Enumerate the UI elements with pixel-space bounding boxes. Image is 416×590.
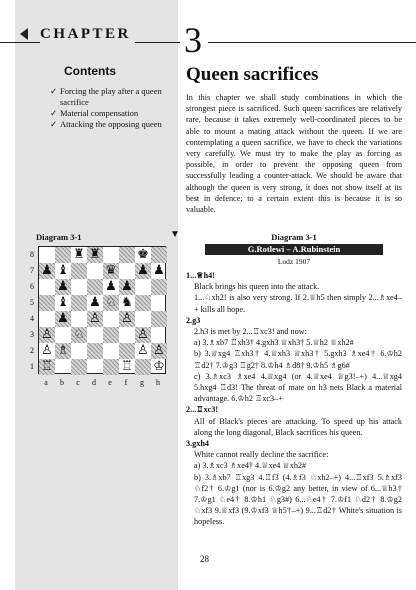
board-square — [135, 359, 151, 375]
board-square — [87, 279, 103, 295]
chess-piece-icon: ♟ — [89, 295, 101, 310]
board-square — [87, 263, 103, 279]
chapter-word: CHAPTER — [40, 20, 135, 48]
commentary-line: Black brings his queen into the attack. — [194, 282, 320, 292]
board-square — [135, 279, 151, 295]
board-square — [151, 279, 167, 295]
board-square — [87, 343, 103, 359]
diagram-caption: Diagram 3-1 — [271, 232, 317, 242]
page-number: 28 — [200, 554, 209, 564]
board-square — [151, 295, 167, 311]
intro-paragraph: In this chapter we shall study combinations in which the strongest piece is sacrificed. Such queen sacrifices are relatively rare, because it takes extremely well-coordinated pieces to be able to mount a mating attack without the queen. If we are contemplating a queen sacrifice, we have to check the variations very carefully. We must try to make the play as forcing as possible, in order to prevent the opposing queen from successfully leading a counter-attack. We should be aware that although the queen is very strong, it does not show itself at its best in defence; to a certain extent this is because it is so valuable. — [186, 93, 402, 215]
commentary-line: a) 3.♗xc3 ♗xe4† 4.♕xe4 ♕xh2# — [194, 461, 307, 471]
board-square — [71, 263, 87, 279]
rank-label: 4 — [30, 314, 34, 323]
chess-piece-icon: ♛ — [105, 263, 117, 278]
chess-piece-icon: ♙ — [121, 311, 133, 326]
chess-piece-icon: ♞ — [121, 295, 133, 310]
board-square — [135, 311, 151, 327]
board-square — [119, 247, 135, 263]
chess-piece-icon: ♙ — [137, 327, 149, 342]
board-square — [119, 263, 135, 279]
commentary-line: a) 3.♗xb7 ♖xh3† 4.gxh3 ♕xh3† 5.♕h2 ♕xh2# — [194, 338, 354, 348]
file-label: h — [156, 378, 160, 387]
chess-piece-icon: ♟ — [105, 279, 117, 294]
board-square — [119, 343, 135, 359]
chess-piece-icon: ♟ — [57, 279, 69, 294]
board-square — [103, 311, 119, 327]
chess-piece-icon: ♚ — [137, 247, 149, 262]
chess-piece-icon: ♗ — [57, 343, 69, 358]
contents-item — [50, 108, 176, 119]
board-square — [39, 295, 55, 311]
file-label: b — [60, 378, 64, 387]
move-line: 1...♕h4! — [186, 271, 215, 280]
rank-label: 1 — [30, 362, 34, 371]
diagram-label: Diagram 3-1 — [36, 232, 82, 242]
rank-label: 6 — [30, 282, 34, 291]
chess-board — [38, 246, 166, 374]
board-square — [55, 327, 71, 343]
board-square — [151, 247, 167, 263]
game-players: G.Rotlewi – A.Rubinstein — [205, 244, 383, 255]
board-square — [119, 327, 135, 343]
board-square — [87, 359, 103, 375]
board-square — [103, 343, 119, 359]
rank-label: 5 — [30, 298, 34, 307]
board-square — [103, 359, 119, 375]
file-label: f — [124, 378, 128, 387]
check-icon: ✓ — [50, 119, 58, 129]
board-square — [71, 311, 87, 327]
file-label: a — [44, 378, 48, 387]
board-square — [135, 295, 151, 311]
board-square — [71, 279, 87, 295]
chess-piece-icon: ♙ — [41, 343, 53, 358]
chess-piece-icon: ♙ — [137, 343, 149, 358]
check-icon: ✓ — [50, 86, 58, 96]
game-location: Lodz 1907 — [277, 257, 311, 266]
chess-piece-icon: ♟ — [137, 263, 149, 278]
board-square — [103, 247, 119, 263]
chapter-arrow-icon — [20, 28, 28, 40]
contents-item-text: Material compensation — [60, 108, 139, 118]
commentary-line: All of Black's pieces are attacking. To speed up his attack along the long diagonal, Black sacrifices his queen. — [194, 416, 402, 437]
contents-item-text: Attacking the opposing queen — [60, 119, 162, 129]
commentary-line: 2.h3 is met by 2...♖xc3! and now: — [194, 327, 307, 337]
contents-item — [50, 86, 176, 108]
chess-piece-icon: ♝ — [57, 295, 69, 310]
board-square — [151, 327, 167, 343]
chess-piece-icon: ♙ — [89, 311, 101, 326]
file-label: e — [108, 378, 112, 387]
chess-piece-icon: ♝ — [57, 263, 69, 278]
rank-label: 2 — [30, 346, 34, 355]
move-line: 3.gxh4 — [186, 439, 209, 449]
chess-piece-icon: ♔ — [153, 359, 165, 374]
commentary-line: b) 3.♕xg4 ♖xh3† 4.♕xh3 ♕xh3† 5.gxh3 ♗xe4† 6.♔h2 ♖d2† 7.♔g3 ♖g2† 8.♔h4 ♗d8† 9.♔h5 ♗g6# — [194, 349, 402, 370]
board-square — [71, 359, 87, 375]
board-square — [55, 359, 71, 375]
commentary-line: c) 3.♗xc3 ♗xe4 4.♕xg4 (or 4.♕xe4 ♕g3!–+) 4...♕xg4 5.hxg4 ♖d3! The threat of mate on h3 nets Black a material advantage. 6.♔h2 ♖xc3–+ — [194, 371, 402, 404]
contents-item-text: Forcing the play after a queen sacrifice — [60, 86, 162, 107]
commentary-line: White cannot really decline the sacrifice: — [194, 450, 329, 460]
chapter-number: 3 — [180, 20, 208, 60]
chess-piece-icon: ♟ — [153, 263, 165, 278]
check-icon: ✓ — [50, 108, 58, 118]
contents-title: Contents — [64, 64, 116, 78]
contents-list — [50, 86, 176, 130]
file-label: d — [92, 378, 96, 387]
board-square — [71, 295, 87, 311]
commentary-line: b) 3.♗xb7 ♖xg3 4.♖f3 (4.♗f3 ♘xh2–+) 4...♖xf3 5.♗xf3 ♘f2† 6.♔g1 (nor is 6.♔g2 any better, in view of 6...♕h3† 7.♔g1 ♘e4† 8.♔h1 ♘g3#) 6...♘e4† 7.♔f1 ♘d2† 8.♔g2 ♘xf3 9.♕xf3 (9.♔xf3 ♕h5†–+) 9...♖d2† White's situation is hopeless. — [194, 472, 402, 527]
move-line: 2...♖xc3! — [186, 405, 219, 415]
chess-piece-icon: ♜ — [73, 247, 85, 262]
chess-piece-icon: ♟ — [41, 263, 53, 278]
chess-piece-icon: ♟ — [57, 311, 69, 326]
board-square — [151, 311, 167, 327]
game-annotation — [186, 270, 402, 528]
chess-piece-icon: ♙ — [41, 327, 53, 342]
board-square — [103, 327, 119, 343]
board-square — [39, 311, 55, 327]
board-square — [39, 279, 55, 295]
rank-label: 3 — [30, 330, 34, 339]
contents-item — [50, 119, 176, 130]
chess-piece-icon: ♖ — [41, 359, 53, 374]
board-square — [55, 247, 71, 263]
file-label: g — [140, 378, 144, 387]
chess-piece-icon: ♜ — [89, 247, 101, 262]
chess-piece-icon: ♟ — [121, 279, 133, 294]
chess-piece-icon: ♘ — [73, 327, 85, 342]
rank-label: 8 — [30, 250, 34, 259]
page-title: Queen sacrifices — [186, 64, 319, 85]
board-square — [71, 343, 87, 359]
board-square — [87, 327, 103, 343]
chess-piece-icon: ♘ — [105, 295, 117, 310]
file-label: c — [76, 378, 80, 387]
side-to-move-icon: ▼ — [170, 229, 180, 240]
move-line: 2.g3 — [186, 315, 201, 325]
chess-piece-icon: ♙ — [153, 343, 165, 358]
board-square — [39, 247, 55, 263]
chess-piece-icon: ♖ — [121, 359, 133, 374]
commentary-line: 1...♘xh2! is also very strong. If 2.♕h5 then simply 2...♗xe4–+ kills all hope. — [194, 293, 402, 314]
rank-label: 7 — [30, 266, 34, 275]
